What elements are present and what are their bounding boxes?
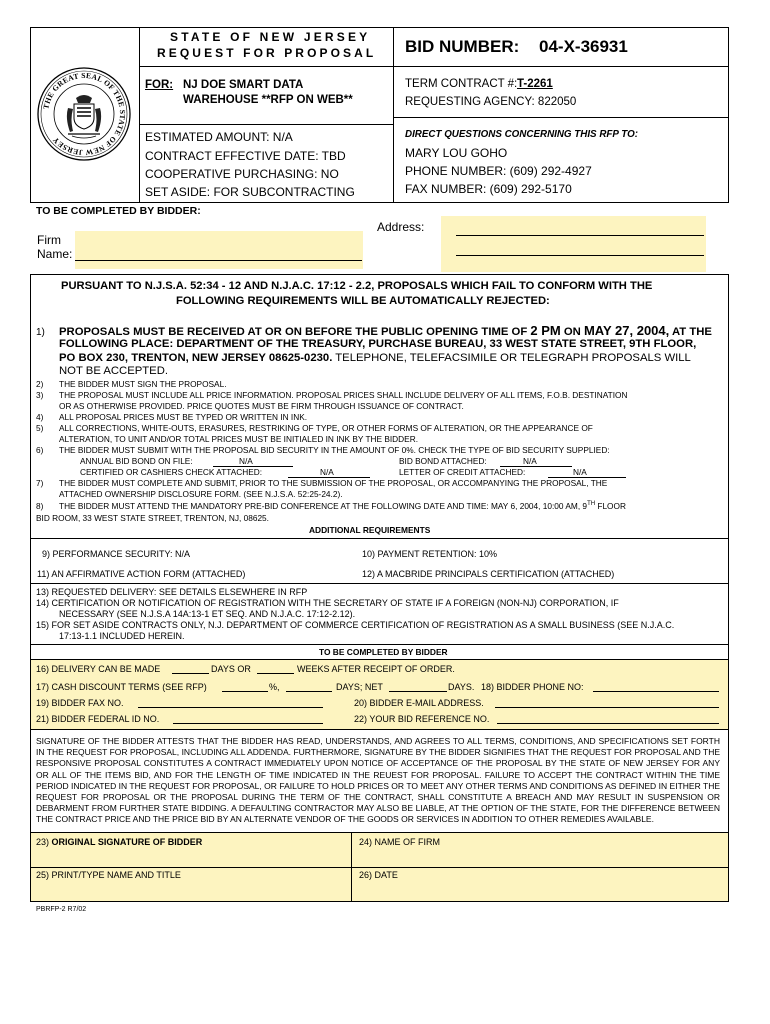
- signature-label: 23) ORIGINAL SIGNATURE OF BIDDER: [36, 837, 203, 847]
- req2-text: THE BIDDER MUST SIGN THE PROPOSAL.: [59, 379, 227, 389]
- signature-attestation: SIGNATURE OF THE BIDDER ATTESTS THAT THE BIDDER HAS READ, UNDERSTANDS, AND AGREES TO ALL TERMS, CONDITIONS, AND SPECIFICATIONS SET FORTH IN THE REQUEST FOR PROPOSAL, INCLUDING ALL ADDENDA. FURTHERMORE, SIGNATURE BY THE BIDDER SIGNIFIES THAT THE REQUEST FOR PROPOSAL AND THE RESPONSIVE PROPOSAL CONSTITUTES A CONTRACT IMMEDIATELY UPON NOTICE OF ACCEPTANCE OF THE PROPOSAL BY THE STATE OF NEW JERSEY FOR ANY OR ALL OF THE ITEMS BID, AND FOR THE LENGTH OF TIME INDICATED IN THE REUEST FOR PROPOSAL. FAILURE TO ACCEPT THE CONTRACT WITHIN THE TIME PERIOD INDICATED IN THE REQUEST FOR PROPOSAL, OR FAILURE TO HOLD PRICES OR TO MEET ANY OTHER TERMS AND CONDITIONS AS DEFINED IN EITHER THE REQUEST FOR PROPOSAL OR THE PROPOSAL DURING THE TERM OF THE CONTRACT, SHALL CONSTITUTE A BREACH AND MAY RESULT IN SUSPENSION OR DEBARMENT FROM FURTHER STATE BIDDING. A DEFAULTING CONTRACTOR MAY ALSO BE LIABLE, AT THE OPTION OF THE STATE, FOR THE DIFFERENCE BETWEEN THE CONTRACT PRICE AND THE PRICE BID BY AN ALTERNATE VENDOR OF THE GOODS OR SERVICES IN ADDITION TO OTHER REMEDIES AVAILABLE.: [36, 736, 720, 825]
- completed-rule-mid: [30, 659, 729, 660]
- bidder-fax-label: 19) BIDDER FAX NO.: [36, 698, 124, 708]
- req6-number: 6): [36, 445, 44, 455]
- certified-check-value: N/A: [320, 467, 334, 477]
- contact-phone: PHONE NUMBER: (609) 292-4927: [405, 164, 592, 178]
- req5-text-a: ALL CORRECTIONS, WHITE-OUTS, ERASURES, RESTRIKING OF TYPE, OR OTHER FORMS OF ALTERATION, OR THE APPEARANCE OF: [59, 423, 593, 433]
- additional-rule-mid: [30, 583, 729, 584]
- req7-text-a: THE BIDDER MUST COMPLETE AND SUBMIT, PRIOR TO THE SUBMISSION OF THE PROPOSAL, OR ACCOMPANYING THE PROPOSAL, THE: [59, 478, 608, 488]
- bid-bond-label: BID BOND ATTACHED:: [399, 456, 487, 466]
- bidder-section-heading: TO BE COMPLETED BY BIDDER:: [36, 205, 201, 217]
- req3-text-b: OR AS OTHERWISE PROVIDED. PRICE QUOTES MUST BE FIRM THROUGH ISSUANCE OF CONTRACT.: [59, 401, 464, 411]
- delivery-weeks-field[interactable]: [257, 673, 294, 674]
- req6-text: THE BIDDER MUST SUBMIT WITH THE PROPOSAL BID SECURITY IN THE AMOUNT OF 0%. CHECK THE TYPE OF BID SECURITY SUPPLIED:: [59, 445, 610, 455]
- signature-grid-rule: [30, 867, 729, 868]
- req7-text-b: ATTACHED OWNERSHIP DISCLOSURE FORM. (SEE N.J.S.A. 52:25-24.2).: [59, 489, 343, 499]
- requesting-agency: REQUESTING AGENCY: 822050: [405, 96, 577, 108]
- req3-number: 3): [36, 390, 44, 400]
- bidder-phone-field[interactable]: [593, 691, 719, 692]
- additional-heading: ADDITIONAL REQUIREMENTS: [309, 525, 431, 535]
- date-field[interactable]: [352, 868, 728, 901]
- contact-fax: FAX NUMBER: (609) 292-5170: [405, 182, 572, 196]
- req1-line-2: FOLLOWING PLACE: DEPARTMENT OF THE TREASURY, PURCHASE BUREAU, 33 WEST STATE STREET, 9TH FLOOR,: [59, 338, 697, 350]
- req1-line-4: NOT BE ACCEPTED.: [59, 365, 169, 377]
- certified-check-label: CERTIFIED OR CASHIERS CHECK ATTACHED:: [80, 467, 263, 477]
- add-req-12: 12) A MACBRIDE PRINCIPALS CERTIFICATION (ATTACHED): [362, 569, 615, 579]
- req1-line-3: PO BOX 230, TRENTON, NEW JERSEY 08625-0230. TELEPHONE, TELEFACSIMILE OR TELEGRAPH PROPOSALS WILL: [59, 352, 691, 364]
- completed-rule-top: [30, 644, 729, 645]
- federal-id-label: 21) BIDDER FEDERAL ID NO.: [36, 714, 160, 724]
- contract-effective-date: CONTRACT EFFECTIVE DATE: TBD: [145, 149, 346, 163]
- agency-rule: [393, 117, 729, 118]
- bid-reference-field[interactable]: [497, 723, 719, 724]
- seal-ring-text: THE GREAT SEAL OF THE STATE OF NEW JERSEY: [41, 70, 128, 158]
- cash-discount-label: 17) CASH DISCOUNT TERMS (SEE RFP): [36, 682, 207, 692]
- bidder-phone-label: 18) BIDDER PHONE NO:: [481, 682, 584, 692]
- add-req-14-a: 14) CERTIFICATION OR NOTIFICATION OF REGISTRATION WITH THE SECRETARY OF STATE IF A FOREIGN (NON-NJ) CORPORATION, IF: [36, 598, 619, 608]
- name-of-firm-label: 24) NAME OF FIRM: [359, 837, 441, 847]
- contact-name: MARY LOU GOHO: [405, 146, 508, 160]
- add-req-15-a: 15) FOR SET ASIDE CONTRACTS ONLY, N.J. DEPARTMENT OF COMMERCE CERTIFICATION OF REGISTRATION AS A SMALL BUSINESS (SEE N.J.A.C.: [36, 620, 675, 630]
- print-name-label: 25) PRINT/TYPE NAME AND TITLE: [36, 870, 181, 880]
- bid-number-value: 04-X-36931: [539, 37, 628, 56]
- additional-rule-top: [30, 538, 729, 539]
- req4-text: ALL PROPOSAL PRICES MUST BE TYPED OR WRITTEN IN INK.: [59, 412, 308, 422]
- req5-number: 5): [36, 423, 44, 433]
- title-rule: [139, 66, 729, 67]
- bid-bond-value: N/A: [523, 456, 537, 466]
- req7-number: 7): [36, 478, 44, 488]
- annual-bond-label: ANNUAL BID BOND ON FILE:: [80, 456, 193, 466]
- cooperative-purchasing: COOPERATIVE PURCHASING: NO: [145, 167, 339, 181]
- address-field[interactable]: [441, 216, 706, 272]
- for-value-line-2: WAREHOUSE **RFP ON WEB**: [183, 94, 353, 106]
- firm-name-line: [75, 260, 362, 261]
- req8-text-a: THE BIDDER MUST ATTEND THE MANDATORY PRE-BID CONFERENCE AT THE FOLLOWING DATE AND TIME: MAY 6, 2004, 10:00 AM, 9TH FLOOR: [59, 501, 626, 511]
- completed-rule-bottom: [30, 729, 729, 730]
- req8-number: 8): [36, 501, 44, 511]
- state-seal-icon: [34, 64, 134, 164]
- letter-credit-label: LETTER OF CREDIT ATTACHED:: [399, 467, 526, 477]
- annual-bond-value: N/A: [239, 456, 253, 466]
- cash-discount-net-label: DAYS; NET: [336, 682, 383, 692]
- estimate-rule: [139, 124, 393, 125]
- add-req-11: 11) AN AFFIRMATIVE ACTION FORM (ATTACHED): [37, 569, 246, 579]
- cash-discount-percent-sign: %,: [269, 682, 280, 692]
- date-label: 26) DATE: [359, 870, 398, 880]
- pursuant-line-1: PURSUANT TO N.J.S.A. 52:34 - 12 AND N.J.A.C. 17:12 - 2.2, PROPOSALS WHICH FAIL TO CONFORM WITH THE: [61, 280, 653, 292]
- req2-number: 2): [36, 379, 44, 389]
- cash-discount-net-field[interactable]: [389, 691, 447, 692]
- req5-text-b: ALTERATION, TO UNIT AND/OR TOTAL PRICES MUST BE INITIALED IN INK BY THE BIDDER.: [59, 434, 418, 444]
- letter-credit-value: N/A: [573, 467, 587, 477]
- bid-reference-label: 22) YOUR BID REFERENCE NO.: [354, 714, 490, 724]
- firm-label-2: Name:: [37, 247, 73, 261]
- req1-number: 1): [36, 327, 45, 338]
- term-contract-value: T-2261: [517, 78, 553, 90]
- add-req-14-b: NECESSARY (SEE N.J.S.A 14A:13-1 ET SEQ. AND N.J.A.C. 17:12-2.12).: [59, 609, 356, 619]
- form-code: PBRFP-2 R7/02: [36, 906, 87, 913]
- delivery-label-b: DAYS OR: [211, 664, 251, 674]
- add-req-15-b: 17:13-1.1 INCLUDED HEREIN.: [59, 631, 185, 641]
- address-line-1: [456, 235, 704, 236]
- header-divider-left: [139, 27, 140, 203]
- for-label: FOR:: [145, 79, 174, 91]
- req1-line-1: PROPOSALS MUST BE RECEIVED AT OR ON BEFORE THE PUBLIC OPENING TIME OF 2 PM ON MAY 27, 2004, AT THE: [59, 323, 712, 338]
- add-req-9: 9) PERFORMANCE SECURITY: N/A: [42, 549, 191, 559]
- term-contract-label: TERM CONTRACT #:: [405, 78, 518, 90]
- firm-label-1: Firm: [37, 233, 61, 247]
- address-line-2: [456, 255, 704, 256]
- bidder-email-label: 20) BIDDER E-MAIL ADDRESS.: [354, 698, 484, 708]
- delivery-label-a: 16) DELIVERY CAN BE MADE: [36, 664, 161, 674]
- cash-discount-percent-field[interactable]: [222, 691, 268, 692]
- firm-name-field[interactable]: [75, 231, 363, 269]
- cash-discount-days-field[interactable]: [286, 691, 332, 692]
- delivery-days-field[interactable]: [172, 673, 209, 674]
- req4-number: 4): [36, 412, 44, 422]
- bidder-fax-field[interactable]: [138, 707, 323, 708]
- title-line-1: STATE OF NEW JERSEY: [170, 30, 371, 44]
- bid-number-label: BID NUMBER:: [405, 37, 520, 56]
- req8-text-b: BID ROOM, 33 WEST STATE STREET, TRENTON, NJ, 08625.: [36, 513, 269, 523]
- add-req-13: 13) REQUESTED DELIVERY: SEE DETAILS ELSEWHERE IN RFP: [36, 587, 308, 597]
- header-divider-right: [393, 27, 394, 203]
- delivery-label-c: WEEKS AFTER RECEIPT OF ORDER.: [297, 664, 455, 674]
- pursuant-line-2: FOLLOWING REQUIREMENTS WILL BE AUTOMATICALLY REJECTED:: [176, 295, 550, 307]
- federal-id-field[interactable]: [173, 723, 323, 724]
- address-label: Address:: [377, 220, 425, 234]
- for-value-line-1: NJ DOE SMART DATA: [183, 79, 304, 91]
- questions-label: DIRECT QUESTIONS CONCERNING THIS RFP TO:: [405, 129, 638, 140]
- set-aside: SET ASIDE: FOR SUBCONTRACTING: [145, 185, 355, 199]
- bidder-email-field[interactable]: [495, 707, 719, 708]
- cash-discount-days-label: DAYS.: [448, 682, 475, 692]
- estimated-amount: ESTIMATED AMOUNT: N/A: [145, 130, 293, 144]
- title-line-2: REQUEST FOR PROPOSAL: [157, 46, 377, 60]
- add-req-10: 10) PAYMENT RETENTION: 10%: [362, 549, 498, 559]
- completed-heading: TO BE COMPLETED BY BIDDER: [319, 647, 448, 657]
- req3-text-a: THE PROPOSAL MUST INCLUDE ALL PRICE INFORMATION. PROPOSAL PRICES SHALL INCLUDE DELIVERY OF ALL ITEMS, F.O.B. DESTINATION: [59, 390, 628, 400]
